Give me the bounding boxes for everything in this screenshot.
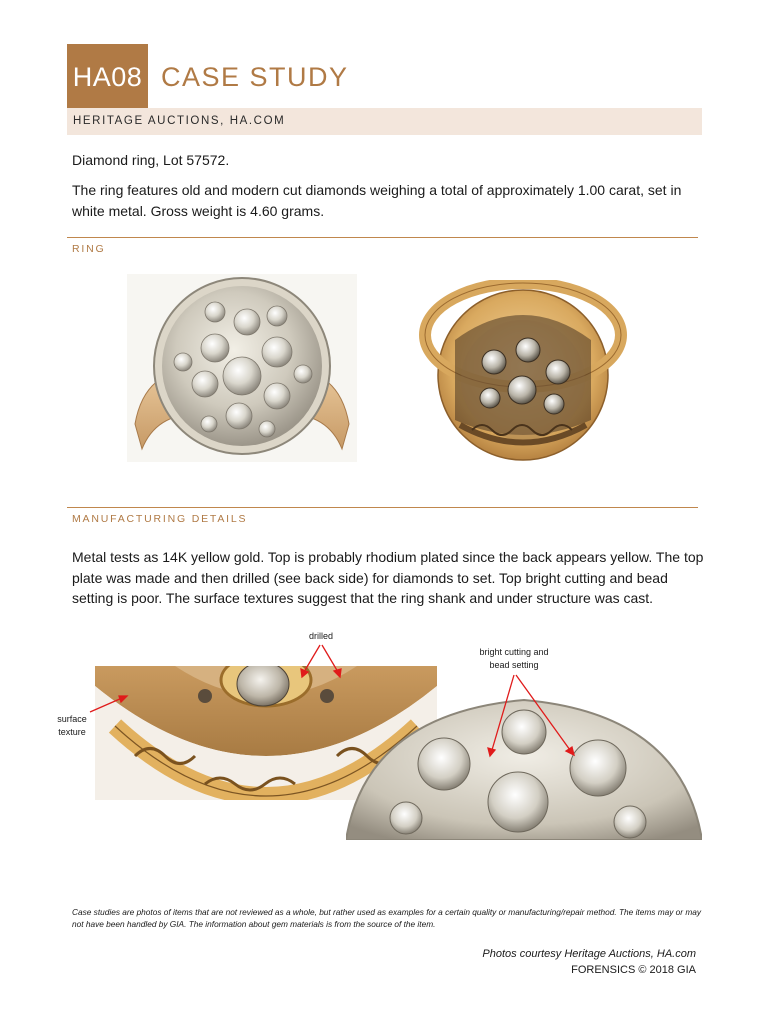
section-label-manufacturing: MANUFACTURING DETAILS xyxy=(72,513,248,525)
copyright: FORENSICS © 2018 GIA xyxy=(571,964,696,976)
annotation-bright-cutting: bright cutting and bead setting xyxy=(479,647,549,670)
section-label-ring: RING xyxy=(72,243,106,255)
manufacturing-details-text: Metal tests as 14K yellow gold. Top is probably rhodium plated since the back appears yellow. The top plate was made and then drilled (see back side) for diamonds to set. Top bright cutting and bead setting is poor. The surface textures suggest that the ring shank and under structure was cast. xyxy=(72,549,704,606)
page-title: CASE STUDY xyxy=(161,62,349,92)
item-description: The ring features old and modern cut diamonds weighing a total of approximately 1.00 carat, set in white metal. Gross weight is 4.60 grams. xyxy=(72,182,682,219)
annotation-drilled: drilled xyxy=(308,631,333,641)
disclaimer: Case studies are photos of items that are not reviewed as a whole, but rather used as examples for a certain quality or manufacturing/repair method. The items may or may not have been handled by GIA. The information about gem materials is from the source of the item. xyxy=(72,907,702,929)
source-label: HERITAGE AUCTIONS, HA.COM xyxy=(73,115,286,127)
case-code: HA08 xyxy=(72,62,143,92)
annotation-surface-texture: surface texture xyxy=(57,714,87,737)
photo-credit: Photos courtesy Heritage Auctions, HA.com xyxy=(482,948,696,960)
item-title: Diamond ring, Lot 57572. xyxy=(72,152,230,168)
